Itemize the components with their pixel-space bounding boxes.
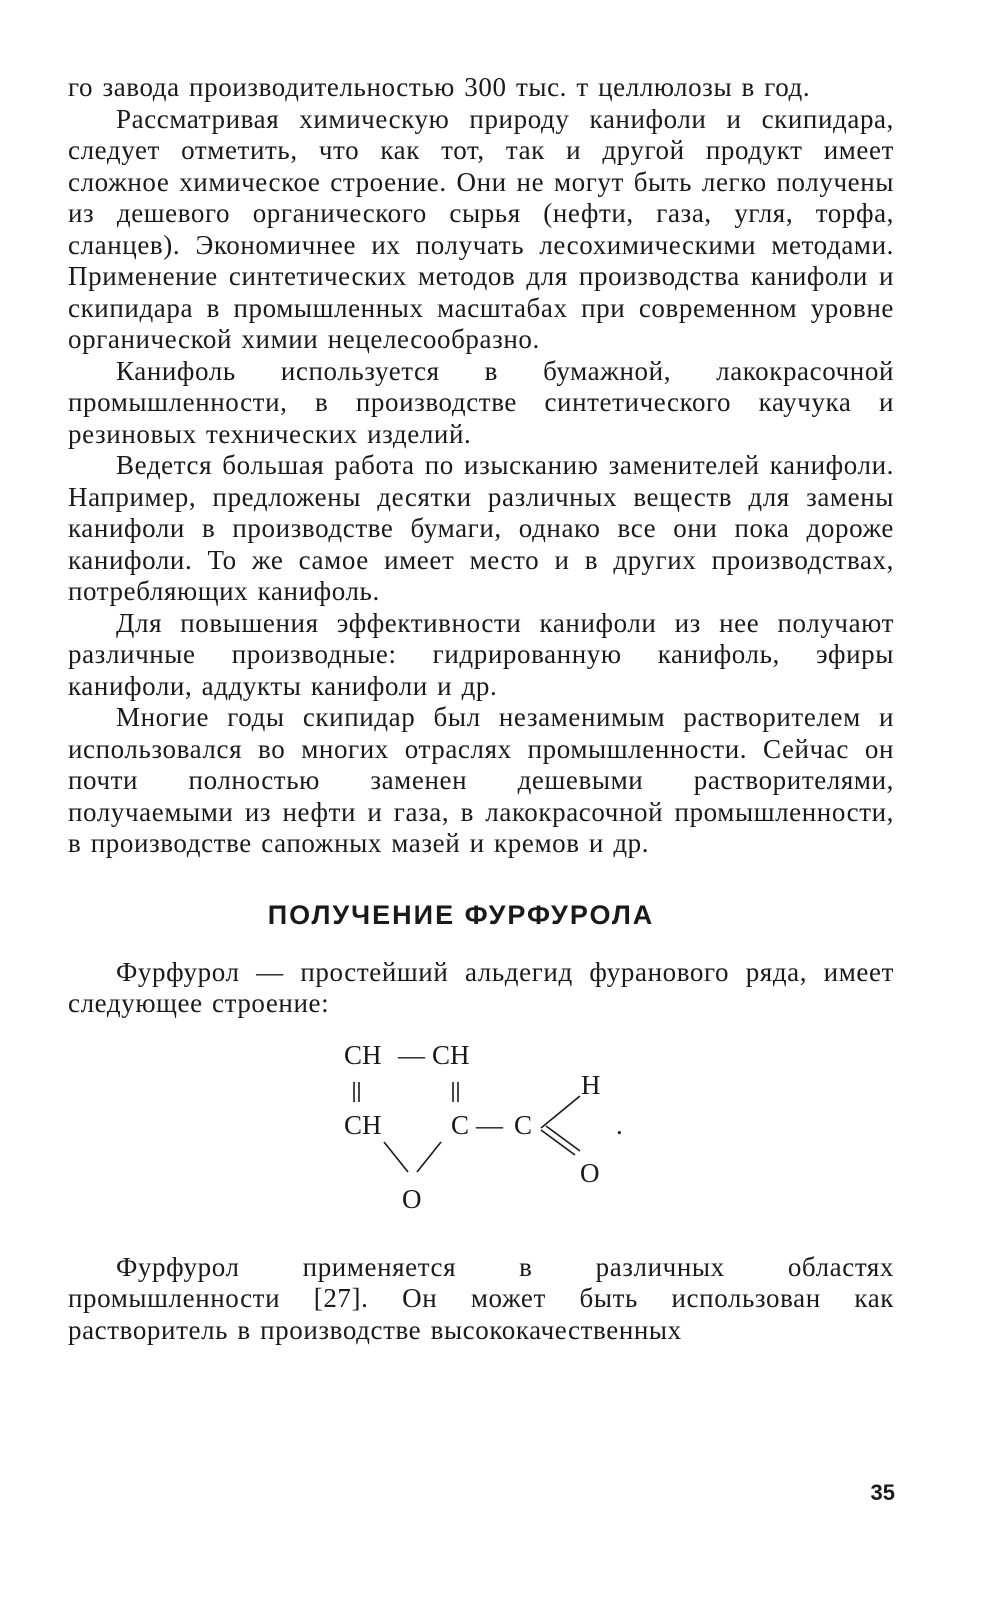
paragraph-rosin-nature: Рассматривая химическую природу канифоли и скипидара, следует отметить, что как тот, так и другой продукт имеет сложное химическое строение. Они не могут быть легко получены из дешевого органического сырья (нефти, газа, угля, торфа, сланцев). Экономичнее их получать лесохимическими методами. Применение синтетических методов для производства канифоли и скипидара в промышленных масштабах при современном уровне органической химии нецелесообразно. <box>68 103 894 354</box>
paragraph-continued: го завода производительностью 300 тыс. т целлюлозы в год. <box>68 72 811 102</box>
formula-top-left-ch: CH <box>344 1039 382 1070</box>
formula-top-right-ch: CH <box>432 1039 470 1070</box>
formula-h-atom: H <box>581 1069 601 1100</box>
formula-top-dash: — <box>398 1039 425 1070</box>
section-title: ПОЛУЧЕНИЕ ФУРФУРОЛА <box>267 899 655 930</box>
formula-side-dash: — <box>476 1109 503 1140</box>
formula-period: . <box>616 1109 623 1140</box>
formula-ring-o: O <box>402 1183 422 1214</box>
paragraph-furfural-uses: Фурфурол применяется в различных областях промышленности [27]. Он может быть использован как растворитель в производстве высококачественных <box>68 1251 894 1345</box>
formula-double-bond-right <box>453 1082 458 1102</box>
furfural-structure-formula <box>68 1022 894 1232</box>
formula-mid-left-ch: CH <box>344 1109 382 1140</box>
paragraph-rosin-substitutes: Ведется большая работа по изысканию заменителей канифоли. Например, предложены десятки различных веществ для замены канифоли в производстве бумаги, однако все они пока дороже канифоли. То же самое имеет место и в других производствах, потребляющих канифоль. <box>68 450 894 606</box>
formula-ring-c: C <box>451 1109 470 1140</box>
page-body <box>68 72 894 1346</box>
formula-side-c: C <box>514 1109 533 1140</box>
formula-ring-bonds <box>384 1142 441 1172</box>
paragraph-rosin-uses: Канифоль используется в бумажной, лакокрасочной промышленности, в производстве синтетического каучука и резиновых технических изделий. <box>68 355 894 449</box>
paragraph-turpentine: Многие годы скипидар был незаменимым растворителем и использовался во многих отраслях промышленности. Сейчас он почти полностью заменен дешевыми растворителями, получаемыми из нефти и газа, в лакокрасочной промышленности, в производстве сапожных мазей и кремов и др. <box>68 702 894 858</box>
page-number: 35 <box>870 1480 895 1505</box>
paragraph-furfural-intro: Фурфурол — простейший альдегид фуранового ряда, имеет следующее строение: <box>68 956 894 1018</box>
formula-aldehyde-bonds <box>541 1096 580 1155</box>
formula-aldehyde-o: O <box>580 1157 600 1188</box>
formula-double-bond-left <box>354 1082 359 1102</box>
paragraph-rosin-derivatives: Для повышения эффективности канифоли из нее получают различные производные: гидрированную канифоль, эфиры канифоли, аддукты канифоли и др. <box>68 607 894 701</box>
